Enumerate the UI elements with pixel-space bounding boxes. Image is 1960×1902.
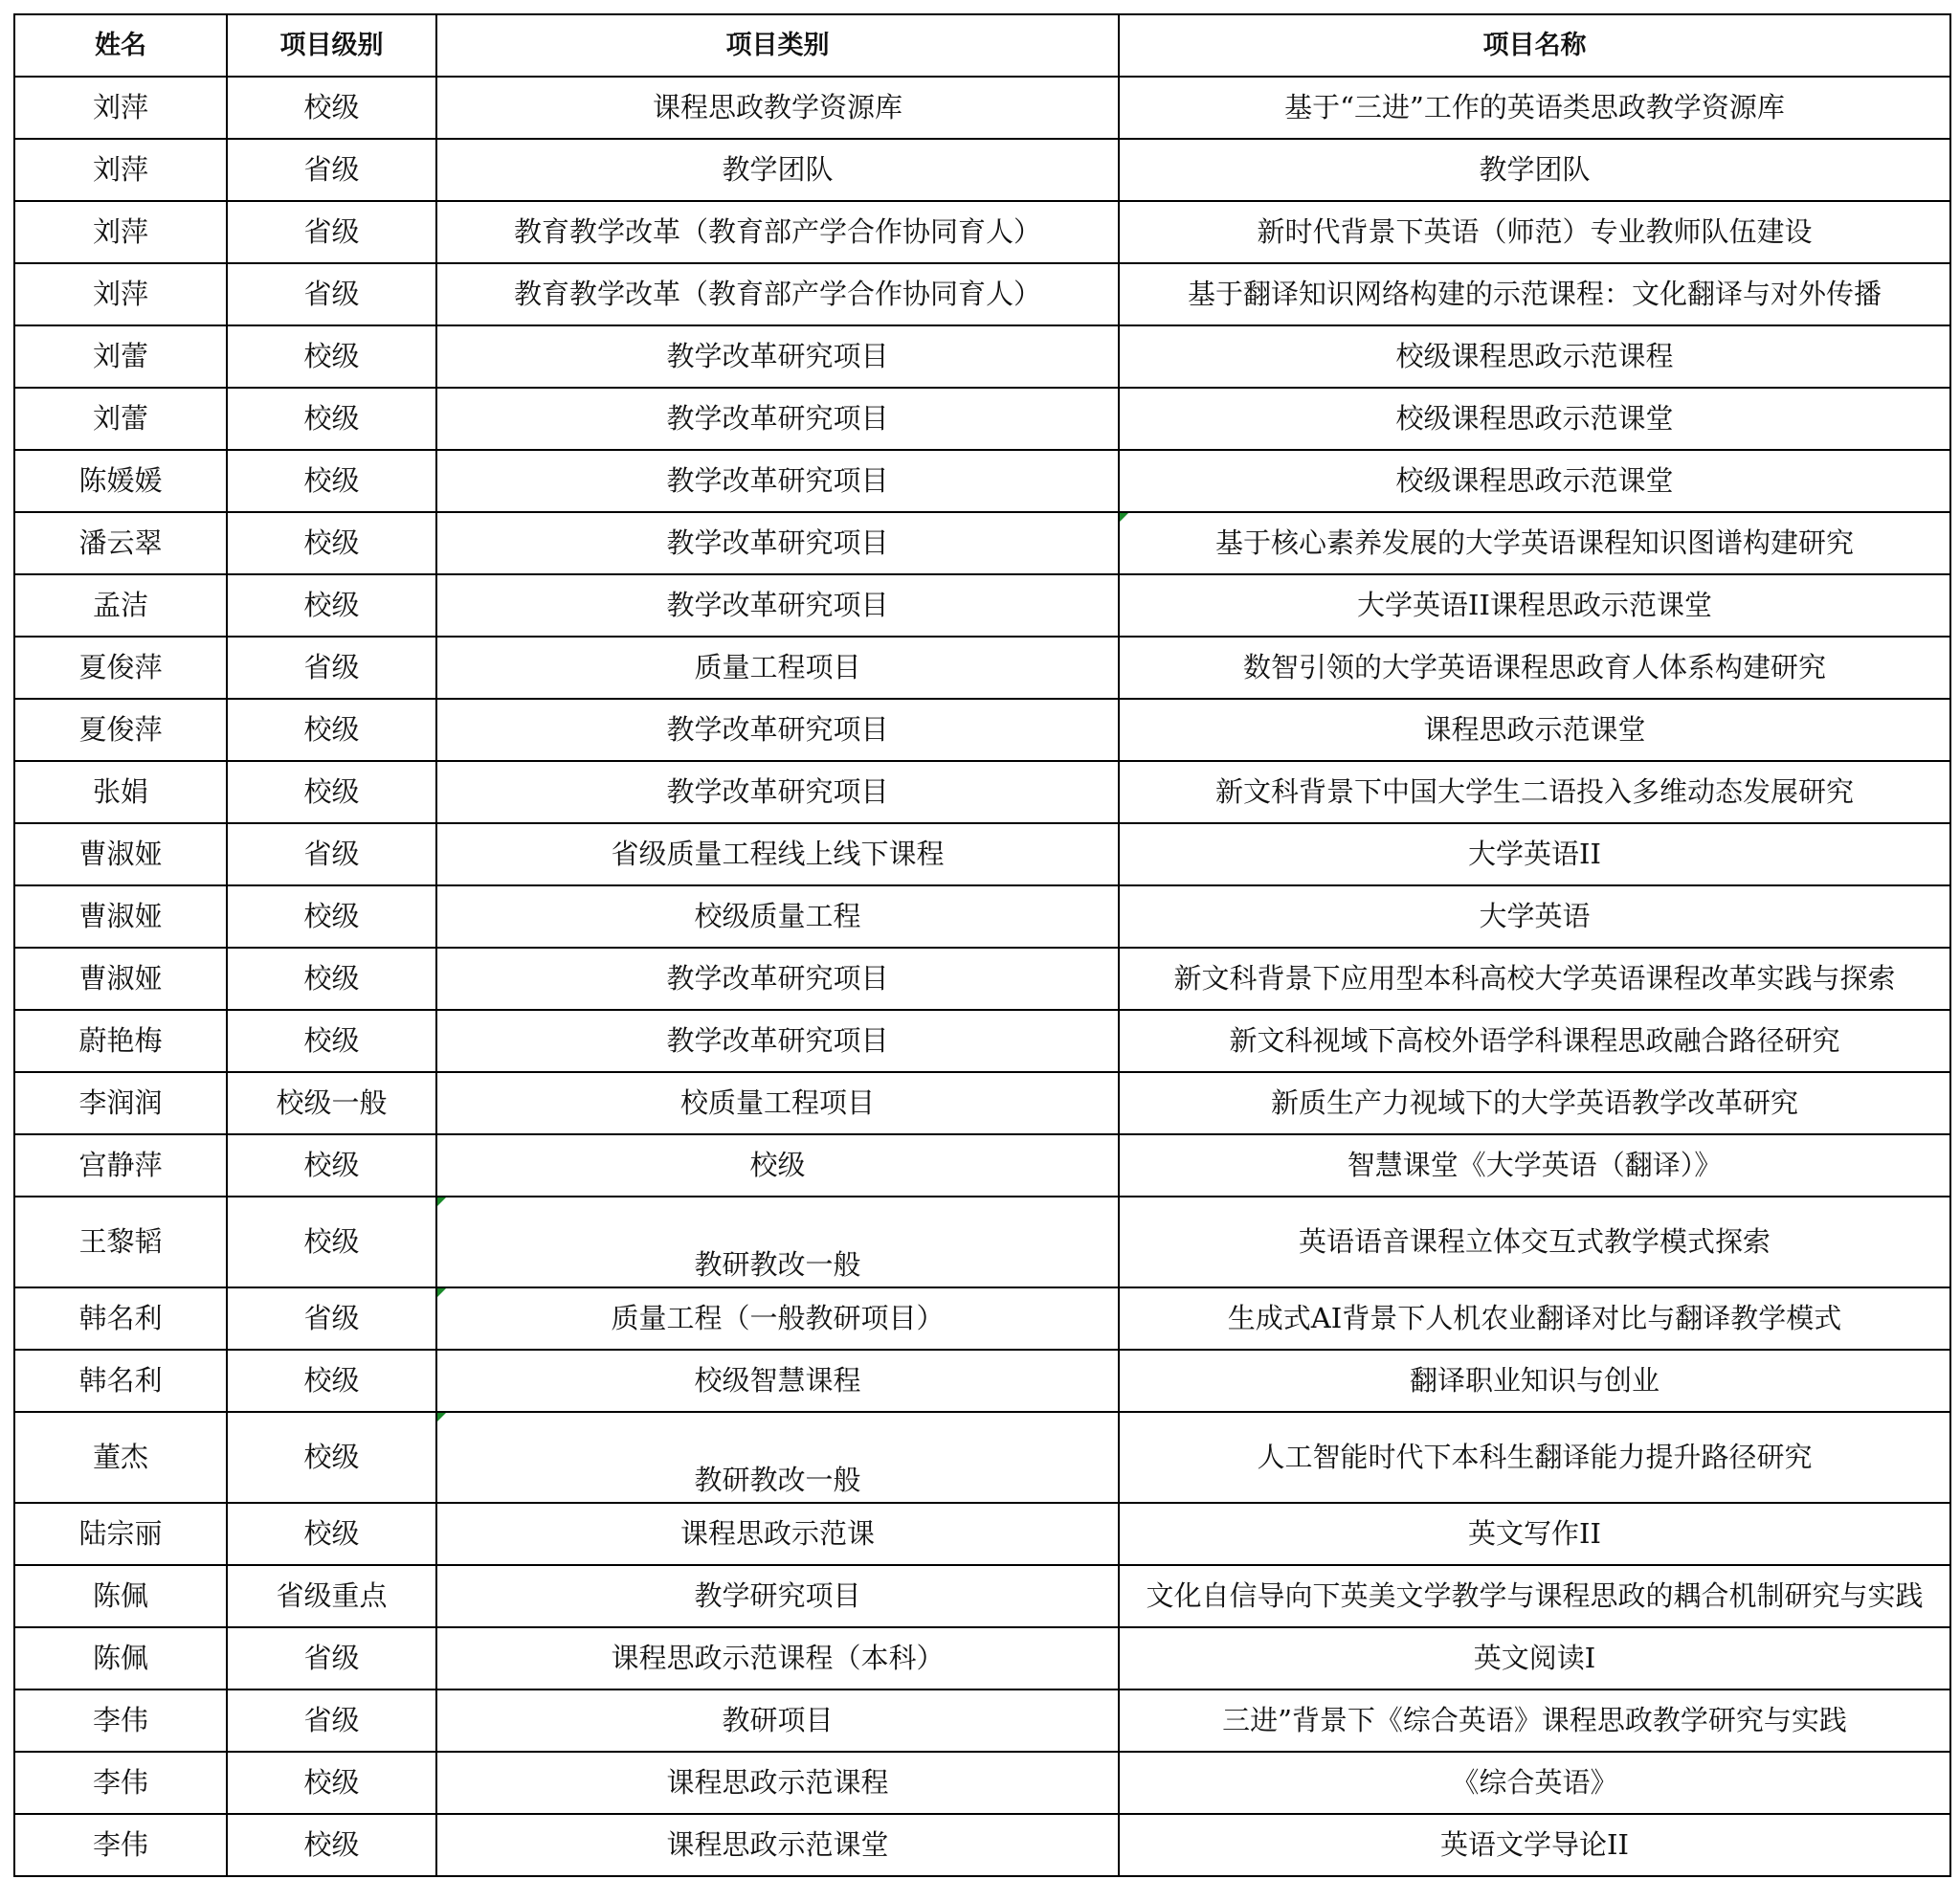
cell-name: 刘萍 [14, 263, 227, 325]
cell-level: 校级 [227, 761, 436, 823]
cell-name: 刘蕾 [14, 325, 227, 388]
cell-category: 教学改革研究项目 [436, 325, 1119, 388]
table-row [14, 823, 1950, 885]
header-name: 姓名 [14, 14, 227, 77]
header-row [14, 14, 1950, 77]
table-row [14, 77, 1950, 139]
cell-name: 刘萍 [14, 77, 227, 139]
table-row [14, 1503, 1950, 1565]
cell-level: 校级 [227, 948, 436, 1010]
header-category: 项目类别 [436, 14, 1119, 77]
cell-project-name: 基于核心素养发展的大学英语课程知识图谱构建研究 [1119, 512, 1950, 574]
cell-project-name: 新文科背景下应用型本科高校大学英语课程改革实践与探索 [1119, 948, 1950, 1010]
cell-name: 夏俊萍 [14, 699, 227, 761]
cell-project-name: 英文写作II [1119, 1503, 1950, 1565]
cell-level: 校级 [227, 699, 436, 761]
cell-name: 陆宗丽 [14, 1503, 227, 1565]
cell-category: 校级质量工程 [436, 885, 1119, 948]
cell-level: 省级 [227, 1287, 436, 1350]
cell-name: 李伟 [14, 1814, 227, 1876]
table-row [14, 263, 1950, 325]
project-table [13, 13, 1951, 1877]
cell-level: 校级 [227, 1814, 436, 1876]
cell-level: 省级 [227, 637, 436, 699]
table-row [14, 1287, 1950, 1350]
table-row [14, 1010, 1950, 1072]
cell-name: 刘蕾 [14, 388, 227, 450]
cell-project-name: 校级课程思政示范课堂 [1119, 450, 1950, 512]
cell-project-name: 新时代背景下英语（师范）专业教师队伍建设 [1119, 201, 1950, 263]
cell-project-name: 教学团队 [1119, 139, 1950, 201]
cell-name: 李润润 [14, 1072, 227, 1134]
cell-project-name: 新质生产力视域下的大学英语教学改革研究 [1119, 1072, 1950, 1134]
cell-project-name: 人工智能时代下本科生翻译能力提升路径研究 [1119, 1412, 1950, 1503]
table-row [14, 450, 1950, 512]
cell-name: 曹淑娅 [14, 823, 227, 885]
cell-project-name: 翻译职业知识与创业 [1119, 1350, 1950, 1412]
cell-category: 教学研究项目 [436, 1565, 1119, 1627]
cell-category: 质量工程（一般教研项目） [436, 1287, 1119, 1350]
cell-category: 教学改革研究项目 [436, 1010, 1119, 1072]
cell-name: 李伟 [14, 1752, 227, 1814]
cell-name: 陈佩 [14, 1627, 227, 1689]
cell-level: 校级 [227, 885, 436, 948]
cell-name: 李伟 [14, 1689, 227, 1752]
cell-level: 校级 [227, 1752, 436, 1814]
cell-name: 陈媛媛 [14, 450, 227, 512]
cell-category: 教育教学改革（教育部产学合作协同育人） [436, 201, 1119, 263]
cell-category: 教学改革研究项目 [436, 948, 1119, 1010]
cell-name: 刘萍 [14, 201, 227, 263]
cell-level: 校级 [227, 388, 436, 450]
table-row [14, 1072, 1950, 1134]
cell-category: 教学改革研究项目 [436, 450, 1119, 512]
table-row [14, 1627, 1950, 1689]
table-row [14, 1814, 1950, 1876]
cell-level: 校级一般 [227, 1072, 436, 1134]
cell-level: 省级 [227, 1627, 436, 1689]
cell-name: 曹淑娅 [14, 948, 227, 1010]
cell-name: 潘云翠 [14, 512, 227, 574]
cell-level: 省级 [227, 823, 436, 885]
table-row [14, 574, 1950, 637]
cell-project-name: 英语语音课程立体交互式教学模式探索 [1119, 1197, 1950, 1287]
cell-project-name: 英文阅读I [1119, 1627, 1950, 1689]
cell-level: 校级 [227, 77, 436, 139]
cell-name: 韩名利 [14, 1287, 227, 1350]
cell-project-name: 文化自信导向下英美文学教学与课程思政的耦合机制研究与实践 [1119, 1565, 1950, 1627]
cell-project-name: 新文科背景下中国大学生二语投入多维动态发展研究 [1119, 761, 1950, 823]
table-row [14, 637, 1950, 699]
table-row [14, 885, 1950, 948]
cell-category: 教研项目 [436, 1689, 1119, 1752]
cell-project-name: 课程思政示范课堂 [1119, 699, 1950, 761]
cell-project-name: 大学英语II课程思政示范课堂 [1119, 574, 1950, 637]
table-row [14, 1689, 1950, 1752]
cell-level: 校级 [227, 1503, 436, 1565]
cell-name: 蔚艳梅 [14, 1010, 227, 1072]
cell-project-name: 校级课程思政示范课程 [1119, 325, 1950, 388]
cell-category: 教学改革研究项目 [436, 388, 1119, 450]
header-level: 项目级别 [227, 14, 436, 77]
cell-level: 校级 [227, 450, 436, 512]
table-row [14, 761, 1950, 823]
cell-level: 校级 [227, 512, 436, 574]
table-row [14, 1752, 1950, 1814]
cell-category: 课程思政示范课程（本科） [436, 1627, 1119, 1689]
cell-name: 刘萍 [14, 139, 227, 201]
cell-name: 张娟 [14, 761, 227, 823]
cell-category: 校级智慧课程 [436, 1350, 1119, 1412]
cell-name: 王黎韬 [14, 1197, 227, 1287]
table-row [14, 1565, 1950, 1627]
table-row [14, 512, 1950, 574]
cell-category: 教研教改一般 [436, 1412, 1119, 1503]
cell-category: 教学改革研究项目 [436, 512, 1119, 574]
cell-project-name: 大学英语 [1119, 885, 1950, 948]
header-project-name: 项目名称 [1119, 14, 1950, 77]
cell-project-name: 基于“三进”工作的英语类思政教学资源库 [1119, 77, 1950, 139]
cell-name: 陈佩 [14, 1565, 227, 1627]
cell-project-name: 基于翻译知识网络构建的示范课程：文化翻译与对外传播 [1119, 263, 1950, 325]
cell-category: 校质量工程项目 [436, 1072, 1119, 1134]
cell-level: 省级 [227, 139, 436, 201]
cell-name: 韩名利 [14, 1350, 227, 1412]
table-row [14, 1197, 1950, 1287]
cell-level: 校级 [227, 1134, 436, 1197]
table-row [14, 1134, 1950, 1197]
cell-category: 教学改革研究项目 [436, 761, 1119, 823]
cell-level: 省级重点 [227, 1565, 436, 1627]
cell-category: 教学改革研究项目 [436, 574, 1119, 637]
table-row [14, 201, 1950, 263]
cell-level: 校级 [227, 1350, 436, 1412]
cell-category: 课程思政教学资源库 [436, 77, 1119, 139]
cell-category: 质量工程项目 [436, 637, 1119, 699]
cell-level: 校级 [227, 1010, 436, 1072]
cell-project-name: 大学英语II [1119, 823, 1950, 885]
cell-name: 曹淑娅 [14, 885, 227, 948]
cell-category: 教育教学改革（教育部产学合作协同育人） [436, 263, 1119, 325]
table-row [14, 699, 1950, 761]
cell-project-name: 三进”背景下《综合英语》课程思政教学研究与实践 [1119, 1689, 1950, 1752]
cell-category: 课程思政示范课堂 [436, 1814, 1119, 1876]
cell-category: 课程思政示范课程 [436, 1752, 1119, 1814]
table-row [14, 1412, 1950, 1503]
table-row [14, 948, 1950, 1010]
cell-project-name: 校级课程思政示范课堂 [1119, 388, 1950, 450]
table-row [14, 1350, 1950, 1412]
cell-project-name: 新文科视域下高校外语学科课程思政融合路径研究 [1119, 1010, 1950, 1072]
cell-level: 校级 [227, 325, 436, 388]
table-row [14, 388, 1950, 450]
cell-name: 孟洁 [14, 574, 227, 637]
cell-level: 省级 [227, 263, 436, 325]
cell-category: 教学改革研究项目 [436, 699, 1119, 761]
cell-level: 校级 [227, 574, 436, 637]
cell-level: 省级 [227, 1689, 436, 1752]
cell-level: 校级 [227, 1412, 436, 1503]
table-row [14, 139, 1950, 201]
cell-project-name: 《综合英语》 [1119, 1752, 1950, 1814]
cell-project-name: 智慧课堂《大学英语（翻译）》 [1119, 1134, 1950, 1197]
cell-category: 教学团队 [436, 139, 1119, 201]
cell-level: 校级 [227, 1197, 436, 1287]
cell-level: 省级 [227, 201, 436, 263]
cell-name: 宫静萍 [14, 1134, 227, 1197]
cell-name: 夏俊萍 [14, 637, 227, 699]
cell-category: 省级质量工程线上线下课程 [436, 823, 1119, 885]
cell-category: 校级 [436, 1134, 1119, 1197]
cell-project-name: 数智引领的大学英语课程思政育人体系构建研究 [1119, 637, 1950, 699]
cell-project-name: 生成式AI背景下人机农业翻译对比与翻译教学模式 [1119, 1287, 1950, 1350]
cell-category: 课程思政示范课 [436, 1503, 1119, 1565]
table-row [14, 325, 1950, 388]
cell-project-name: 英语文学导论II [1119, 1814, 1950, 1876]
cell-name: 董杰 [14, 1412, 227, 1503]
cell-category: 教研教改一般 [436, 1197, 1119, 1287]
